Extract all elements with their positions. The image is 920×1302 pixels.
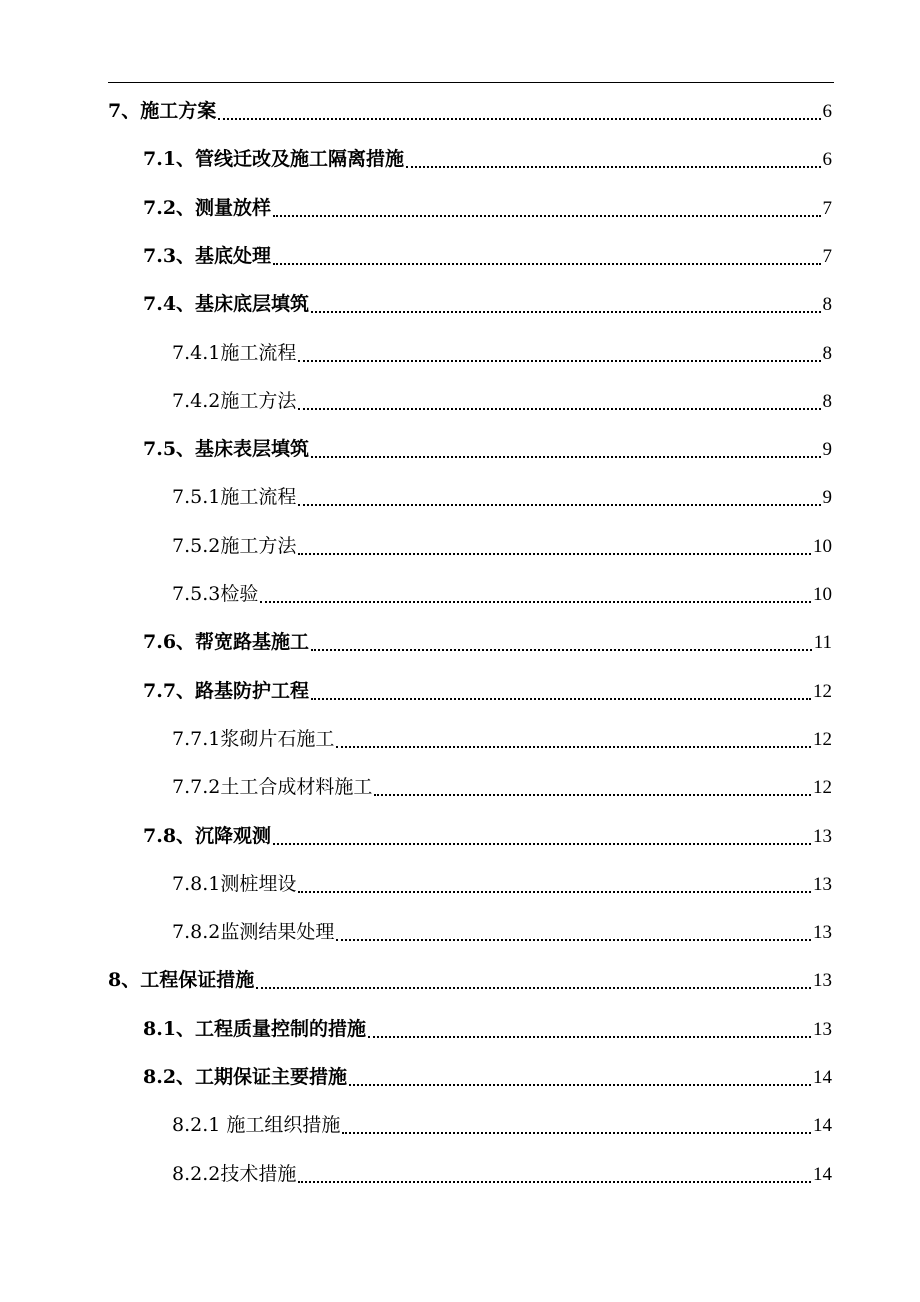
toc-entry[interactable] bbox=[143, 434, 832, 464]
toc-entry-page-number: 14 bbox=[813, 1163, 832, 1185]
toc-dot-leader bbox=[374, 794, 811, 796]
header-rule bbox=[108, 82, 834, 83]
toc-dot-leader bbox=[273, 263, 820, 265]
toc-entry-page-number: 10 bbox=[813, 584, 832, 605]
toc-entry-page-number: 13 bbox=[813, 825, 832, 847]
toc-entry-page-number: 12 bbox=[813, 777, 832, 799]
toc-dot-leader bbox=[298, 504, 820, 506]
toc-entry-page-number: 14 bbox=[813, 1115, 832, 1137]
toc-entry-title: 7.8.2监测结果处理 bbox=[172, 921, 335, 944]
toc-entry-page-number: 6 bbox=[822, 101, 832, 122]
toc-entry[interactable] bbox=[172, 917, 832, 947]
toc-entry[interactable] bbox=[143, 241, 832, 271]
toc-entry[interactable] bbox=[143, 821, 832, 851]
toc-dot-leader bbox=[311, 698, 811, 700]
toc-dot-leader bbox=[311, 456, 820, 458]
toc-entry-title: 7.8.1测桩埋设 bbox=[172, 872, 297, 895]
toc-dot-leader bbox=[273, 843, 811, 845]
toc-dot-leader bbox=[336, 746, 811, 748]
toc-entry-title: 7.6、帮宽路基施工 bbox=[143, 631, 310, 654]
toc-entry-page-number: 8 bbox=[822, 342, 832, 364]
toc-dot-leader bbox=[406, 166, 820, 168]
toc-entry-title: 7.7、路基防护工程 bbox=[143, 679, 310, 702]
toc-entry-title: 8、工程保证措施 bbox=[108, 969, 255, 992]
toc-dot-leader bbox=[298, 891, 811, 893]
toc-dot-leader bbox=[298, 1181, 811, 1183]
toc-entry-page-number: 12 bbox=[813, 728, 832, 750]
toc-entry[interactable] bbox=[143, 193, 832, 223]
toc-dot-leader bbox=[218, 118, 820, 120]
toc-entry-page-number: 10 bbox=[813, 535, 832, 557]
toc-entry[interactable] bbox=[172, 579, 832, 609]
toc-dot-leader bbox=[298, 360, 820, 362]
toc-entry-page-number: 13 bbox=[813, 922, 832, 944]
toc-entry[interactable] bbox=[172, 338, 832, 368]
toc-entry-page-number: 13 bbox=[813, 970, 832, 992]
toc-entry-title: 8.2.2技术措施 bbox=[172, 1162, 297, 1185]
toc-entry-title: 7.7.2土工合成材料施工 bbox=[172, 776, 373, 799]
toc-entry-title: 7.5.2施工方法 bbox=[172, 534, 297, 557]
toc-entry-page-number: 8 bbox=[822, 294, 832, 316]
toc-entry-page-number: 13 bbox=[813, 873, 832, 895]
toc-dot-leader bbox=[298, 553, 811, 555]
toc-entry-page-number: 9 bbox=[822, 439, 832, 461]
toc-entry-page-number: 7 bbox=[822, 197, 832, 219]
toc-entry-title: 7.4.1施工流程 bbox=[172, 341, 297, 364]
toc-dot-leader bbox=[311, 649, 812, 651]
toc-entry-title: 7.1、管线迁改及施工隔离措施 bbox=[143, 148, 405, 171]
toc-entry-page-number: 7 bbox=[822, 245, 832, 267]
toc-dot-leader bbox=[273, 215, 820, 217]
toc-dot-leader bbox=[260, 601, 811, 603]
toc-entry[interactable] bbox=[172, 869, 832, 899]
toc-entry[interactable] bbox=[172, 1110, 832, 1140]
toc-entry-title: 7.5、基床表层填筑 bbox=[143, 438, 310, 461]
toc-entry[interactable] bbox=[172, 531, 832, 561]
toc-entry-page-number: 12 bbox=[813, 680, 832, 702]
toc-dot-leader bbox=[311, 311, 820, 313]
toc-entry[interactable] bbox=[108, 96, 832, 126]
toc-dot-leader bbox=[368, 1036, 811, 1038]
toc-entry-page-number: 11 bbox=[813, 632, 832, 654]
toc-entry[interactable] bbox=[143, 289, 832, 319]
toc-entry-page-number: 14 bbox=[813, 1067, 832, 1088]
toc-entry-title: 8.2.1 施工组织措施 bbox=[172, 1114, 341, 1137]
toc-entry[interactable] bbox=[172, 724, 832, 754]
toc-dot-leader bbox=[336, 939, 811, 941]
toc-entry-title: 8.1、工程质量控制的措施 bbox=[143, 1017, 367, 1040]
toc-entry-title: 7.2、测量放样 bbox=[143, 196, 272, 219]
toc-entry-title: 7.8、沉降观测 bbox=[143, 824, 272, 847]
toc-entry[interactable] bbox=[172, 772, 832, 802]
toc-dot-leader bbox=[342, 1132, 811, 1134]
toc-entry[interactable] bbox=[143, 627, 832, 657]
toc-dot-leader bbox=[256, 987, 811, 989]
toc-entry-title: 7.4.2施工方法 bbox=[172, 389, 297, 412]
toc-entry-page-number: 13 bbox=[813, 1018, 832, 1040]
toc-entry-title: 7.3、基底处理 bbox=[143, 244, 272, 267]
toc-entry[interactable] bbox=[108, 965, 832, 995]
toc-entry-title: 7、施工方案 bbox=[108, 100, 217, 122]
toc-entry[interactable] bbox=[143, 1062, 832, 1092]
toc-entry-page-number: 9 bbox=[822, 487, 832, 509]
toc-entry-title: 7.5.3检验 bbox=[172, 583, 259, 605]
toc-entry-title: 8.2、工期保证主要措施 bbox=[143, 1066, 348, 1088]
toc-entry-title: 7.5.1施工流程 bbox=[172, 486, 297, 509]
toc-dot-leader bbox=[298, 408, 820, 410]
toc-entry-title: 7.7.1浆砌片石施工 bbox=[172, 727, 335, 750]
toc-entry-page-number: 8 bbox=[822, 390, 832, 412]
toc-entry-title: 7.4、基床底层填筑 bbox=[143, 293, 310, 316]
toc-entry-page-number: 6 bbox=[822, 149, 832, 171]
toc-entry[interactable] bbox=[172, 386, 832, 416]
toc-entry[interactable] bbox=[143, 1014, 832, 1044]
toc-entry[interactable] bbox=[172, 482, 832, 512]
toc-dot-leader bbox=[349, 1084, 811, 1086]
toc-entry[interactable] bbox=[172, 1159, 832, 1189]
toc-entry[interactable] bbox=[143, 144, 832, 174]
toc-entry[interactable] bbox=[143, 676, 832, 706]
